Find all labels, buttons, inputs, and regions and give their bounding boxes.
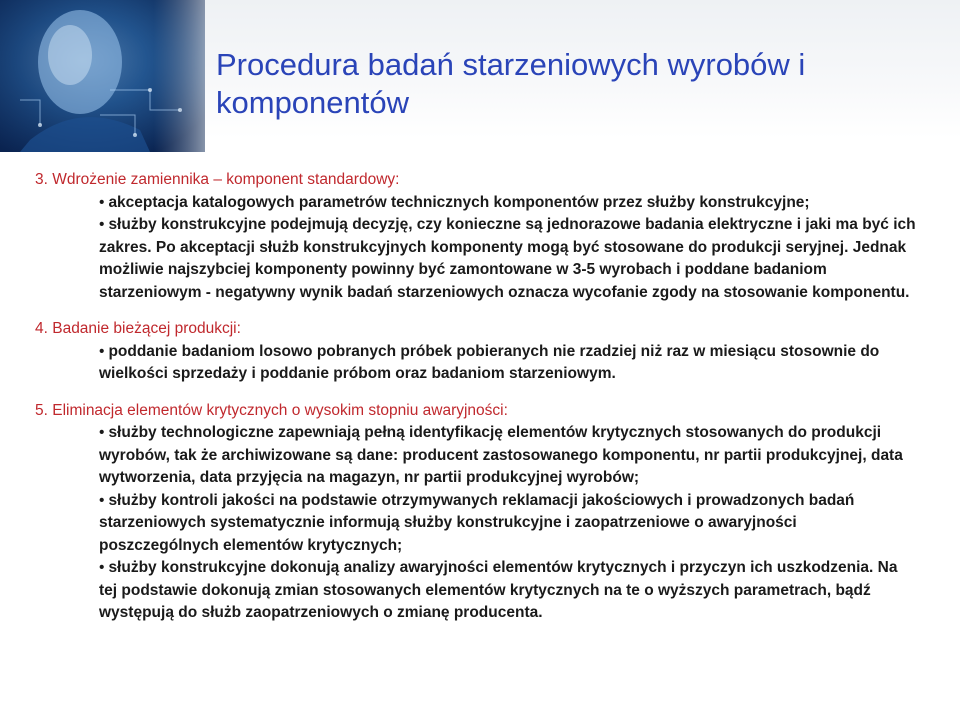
list-item bbox=[99, 422, 919, 490]
list-item bbox=[99, 341, 919, 386]
bullet-icon: • bbox=[99, 424, 105, 441]
content-body bbox=[35, 169, 919, 639]
list-item-text: akceptacja katalogowych parametrów technicznych komponentów przez służby konstrukcyjne; bbox=[108, 193, 810, 211]
list-item-text: służby konstrukcyjne podejmują decyzję, czy konieczne są jednorazowe badania elektryczne i jaki ma być ich zakres. Po akceptacji służb konstrukcyjnych komponenty mogą być stosowane do produkcji seryjnej. Jednak możliwie najszybciej komponenty powinny być zamontowane w 3-5 wyrobach i poddane badaniom starzeniowym - negatywny wynik badań starzeniowych oznacza wycofanie zgody na stosowanie komponentu. bbox=[99, 216, 916, 301]
bullet-icon: • bbox=[99, 559, 105, 576]
list-item bbox=[99, 490, 919, 558]
bullet-icon: • bbox=[99, 491, 105, 509]
list-item-text: poddanie badaniom losowo pobranych próbek pobieranych nie rzadziej niż raz w miesiącu stosownie do wielkości sprzedaży i poddanie próbom oraz badaniom starzeniowym. bbox=[99, 342, 880, 382]
section-4 bbox=[35, 318, 919, 386]
list-item-text: służby kontroli jakości na podstawie otrzymywanych reklamacji jakościowych i prowadzonych badań starzeniowych systematycznie informują służby konstrukcyjne i zaopatrzeniowe o awaryjności poszczególnych elementów krytycznych; bbox=[99, 491, 855, 554]
section-5 bbox=[35, 400, 919, 625]
section-heading: 4. Badanie bieżącej produkcji: bbox=[35, 320, 241, 337]
bullet-icon: • bbox=[99, 193, 105, 211]
page-title: Procedura badań starzeniowych wyrobów i komponentów bbox=[216, 47, 806, 120]
list-item bbox=[99, 214, 919, 304]
list-item-text: służby technologiczne zapewniają pełną identyfikację elementów krytycznych stosowanych do produkcji wyrobów, tak że archiwizowane są dane: producent zastosowanego komponentu, nr partii produkcyjnej, data wytworzenia, data przyjęcia na magazyn, nr partii produkcyjnej wyrobów; bbox=[99, 424, 903, 486]
bullet-icon: • bbox=[99, 216, 105, 233]
section-3 bbox=[35, 169, 919, 304]
list-item bbox=[99, 557, 919, 625]
section-heading: 3. Wdrożenie zamiennika – komponent standardowy: bbox=[35, 171, 400, 188]
decorative-face-image bbox=[0, 0, 205, 152]
list-item bbox=[99, 192, 919, 215]
section-heading: 5. Eliminacja elementów krytycznych o wysokim stopniu awaryjności: bbox=[35, 401, 508, 419]
bullet-icon: • bbox=[99, 342, 105, 360]
list-item-text: służby konstrukcyjne dokonują analizy awaryjności elementów krytycznych i przyczyn ich uszkodzenia. Na tej podstawie dokonują zmian stosowanych elementów krytycznych na te o wyższych parametrach, bądź występują do służb zaopatrzeniowych o zmianę producenta. bbox=[99, 559, 898, 621]
